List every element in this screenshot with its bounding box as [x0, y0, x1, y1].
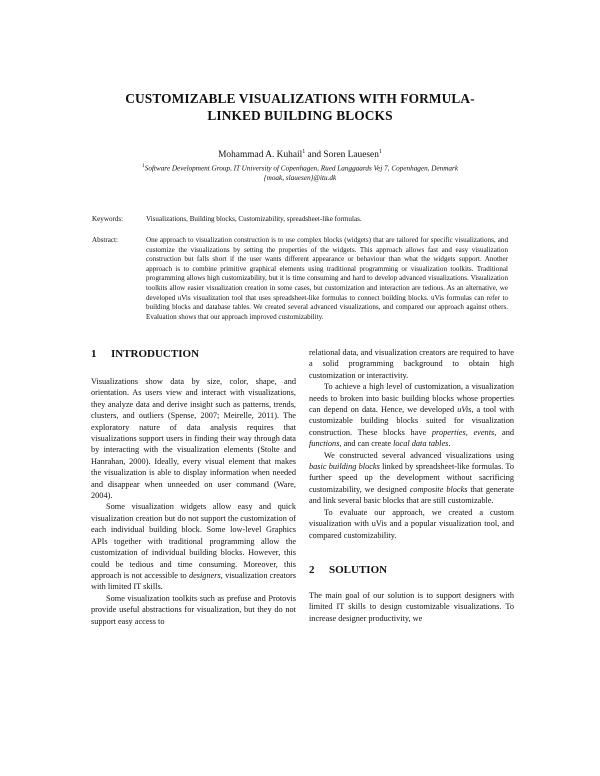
- p5-text-b: , a tool with customizable building blocks suited for visualization construction. These blocks have: [309, 405, 514, 437]
- p5-em-functions: functions: [309, 439, 340, 449]
- section-heading-solution: [309, 563, 514, 577]
- affil-text: Software Development Group, IT University of Copenhagen, Rued Langgaards Vej 7, Copenhagen, Denmark: [144, 164, 459, 173]
- p5-em-events: events: [473, 427, 495, 437]
- p6-text-a: We constructed several advanced visualizations using: [324, 450, 514, 460]
- intro-p2-emphasis: designers: [188, 570, 221, 580]
- p5-em-local-data-tables: local data tables: [393, 439, 449, 449]
- intro-paragraph-4: relational data, and visualization creators are required to have a solid programming background to obtain high customization or interactivity.: [309, 348, 514, 380]
- intro-paragraph-3: Some visualization toolkits such as prefuse and Protovis provide useful abstractions for visualization, but they do not support easy access to: [91, 593, 296, 626]
- author-sup-1: 1: [302, 149, 306, 155]
- intro-p2-text-a: Some visualization widgets allow easy and quick visualization creation but do not support the customization of each individual building block. Some low-level Graphics APIs together with traditional programming allow the customization of individual building blocks. However, this could be tedious and time consuming. Moreover, this approach is not accessible to: [91, 502, 296, 580]
- author-line: [60, 149, 540, 160]
- p6-text-c: that generate and link several basic blocks that are still customizable.: [309, 484, 514, 506]
- intro-paragraph-2: [91, 501, 296, 592]
- title-line-1: CUSTOMIZABLE VISUALIZATIONS WITH FORMULA-: [125, 91, 475, 106]
- title-line-2: LINKED BUILDING BLOCKS: [207, 108, 393, 123]
- p5-text-d: , and: [494, 427, 514, 437]
- abstract-text: One approach to visualization construction is to use complex blocks (widgets) that are tailored for specific visualizations, and customize the visualizations by setting the properties of the widgets. This approach allows fast and easy visualization construction but falls short if the user wants different appearance or behaviour than what the widgets support. Another approach is to combine primitive graphical elements using traditional programming or visualization toolkits. Traditional programming allows high customizability, but it is time consuming and hard to develop advanced visualizations. Visualization toolkits allow easier visualization creation in some cases, but customization and interaction are tedious. As an alternative, we developed uVis visualization tool that uses spreadsheet-like formulas to connect building blocks. uVis formulas can refer to building blocks and database tables. We created several advanced visualizations, and compared our approach against others. Evaluation shows that our approach improved customizability.: [146, 236, 508, 321]
- solution-paragraph-1: The main goal of our solution is to support designers with limited IT skills to design customizable visualizations. To increase designer productivity, we: [309, 590, 514, 623]
- intro-p2-text-b: , visualization creators with limited IT skills.: [91, 570, 296, 592]
- p6-em-basic-blocks: basic building blocks: [309, 462, 380, 472]
- section-number: 2: [309, 563, 315, 576]
- p5-text-e: , and can create: [339, 439, 394, 449]
- abstract-label: Abstract:: [92, 236, 119, 244]
- p6-text-b: linked by spreadsheet-like formulas. To further speed up the development without sacrificing customizability, we designed: [309, 462, 515, 494]
- author-name-1: Mohammad A. Kuhail: [218, 150, 303, 161]
- intro-paragraph-5: [309, 381, 514, 449]
- affil-sup: 1: [141, 163, 145, 169]
- section-title: SOLUTION: [329, 563, 388, 576]
- intro-paragraph-6: [309, 450, 514, 507]
- intro-paragraph-1: Visualizations show data by size, color, shape, and orientation. As users view and interact with visualizations, they analyze data and derive insight such as patterns, trends, clusters, and outliers (Spense, 2007; Meirelle, 2011). The exploratory nature of data analysis requires that visualizations support users in finding their way through data by interacting with the visualization elements (Stolte and Hanrahan, 2000). Ideally, every visual element that makes the visualization is able to display information when needed and disappear when unneeded on user command (Ware, 2004).: [91, 377, 296, 501]
- affiliation: [60, 162, 540, 183]
- keywords-text: Visualizations, Building blocks, Customizability, spreadsheet-like formulas.: [146, 215, 362, 223]
- author-sup-2: 1: [378, 149, 382, 155]
- section-number: 1: [91, 348, 97, 360]
- p5-em-uvis: uVis: [457, 405, 472, 415]
- section-heading-introduction: [91, 347, 296, 361]
- keywords-label: Keywords:: [92, 215, 124, 223]
- p5-text-a: To achieve a high level of customization, a visualization needs to broken into basic building blocks whose properties can depend on data. Hence, we developed: [309, 382, 514, 415]
- p5-text-f: .: [448, 439, 451, 449]
- intro-paragraph-7: To evaluate our approach, we created a custom visualization with uVis and a popular visualization tool, and compared customizability.: [309, 507, 514, 540]
- p5-em-properties: properties: [431, 427, 466, 437]
- p5-text-c: ,: [465, 427, 474, 437]
- left-column: [91, 347, 296, 627]
- p6-em-composite-blocks: composite blocks: [409, 484, 468, 494]
- affil-email: {moak, slauesen}@itu.dk: [263, 173, 337, 182]
- right-column: [309, 347, 514, 624]
- author-name-2: and Soren Lauesen: [305, 150, 379, 161]
- section-title: INTRODUCTION: [111, 348, 200, 360]
- paper-title: [60, 90, 540, 124]
